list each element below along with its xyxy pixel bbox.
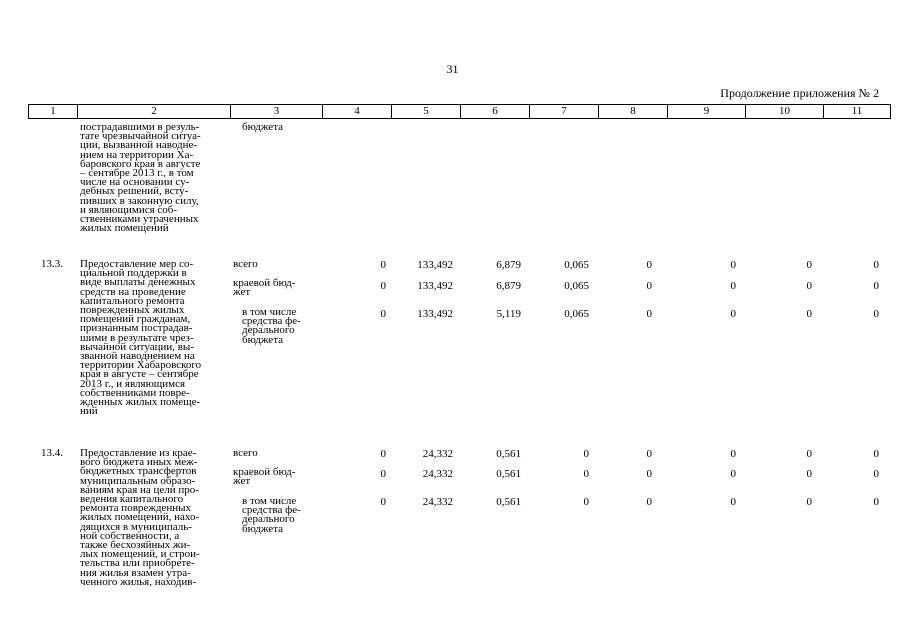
source-regional: краевой бюд- жет [233,277,296,299]
value-col7: 0 [583,448,589,460]
value-col9: 0 [730,448,736,460]
value-col7: 0,065 [564,308,589,320]
value-col11: 0 [873,308,879,320]
column-header-11: 11 [824,105,891,119]
prev-row-description [80,123,230,233]
value-col7: 0 [583,468,589,480]
value-col8: 0 [646,468,652,480]
value-col6: 6,879 [496,280,521,292]
row-number: 13.4. [41,447,63,459]
value-col6: 0,561 [496,448,521,460]
value-col4: 0 [380,496,386,508]
value-col8: 0 [646,308,652,320]
column-header-7: 7 [530,105,599,119]
source-federal: в том числе средства фе- дерального бюджета [242,306,301,346]
value-col5: 24,332 [422,468,453,480]
value-col9: 0 [730,308,736,320]
value-col10: 0 [806,308,812,320]
source-regional: краевой бюд- жет [233,466,296,488]
row-description: Предоставление мер со- циальной поддержки в виде выплаты денежных средств на проведение капитального ремонта поврежденных жилых помещений гражданам, признанным пострадав- шими в результате чрез- вычайной ситуации, вы- званной наводнением на территории Хабаровского края в августе – сентябре 2013 г., и являющимся собственниками повре- жденных жилых помеще- ний [80,258,202,418]
value-col4: 0 [380,468,386,480]
value-col11: 0 [873,496,879,508]
column-header-5: 5 [392,105,461,119]
column-header-row [28,104,891,119]
column-header-10: 10 [746,105,824,119]
value-col8: 0 [646,496,652,508]
value-col6: 5,119 [496,308,521,320]
value-col8: 0 [646,448,652,460]
column-header-9: 9 [668,105,746,119]
column-header-6: 6 [461,105,530,119]
value-col5: 133,492 [417,280,453,292]
value-col11: 0 [873,468,879,480]
continuation-label: Продолжение приложения № 2 [720,86,879,100]
value-col6: 6,879 [496,259,521,271]
value-col7: 0,065 [564,280,589,292]
value-col5: 133,492 [417,259,453,271]
value-col4: 0 [380,308,386,320]
value-col11: 0 [873,259,879,271]
value-col5: 133,492 [417,308,453,320]
value-col4: 0 [380,280,386,292]
column-header-3: 3 [231,105,323,119]
value-col6: 0,561 [496,468,521,480]
value-col10: 0 [806,259,812,271]
value-col9: 0 [730,259,736,271]
source-federal: в том числе средства фе- дерального бюджета [242,495,301,535]
value-col8: 0 [646,259,652,271]
value-col4: 0 [380,448,386,460]
column-header-1: 1 [29,105,78,119]
source-total: всего [233,447,258,459]
value-col8: 0 [646,280,652,292]
page-number: 31 [446,62,459,76]
source-total: всего [233,258,258,270]
value-col11: 0 [873,280,879,292]
value-col10: 0 [806,448,812,460]
value-col9: 0 [730,280,736,292]
value-col10: 0 [806,468,812,480]
value-col7: 0 [583,496,589,508]
column-header-4: 4 [323,105,392,119]
value-col5: 24,332 [422,496,453,508]
column-header-2: 2 [78,105,231,119]
column-header-8: 8 [599,105,668,119]
value-col5: 24,332 [422,448,453,460]
value-col9: 0 [730,496,736,508]
value-col4: 0 [380,259,386,271]
value-col10: 0 [806,496,812,508]
value-col9: 0 [730,468,736,480]
value-col6: 0,561 [496,496,521,508]
row-description: Предоставление из крае- вого бюджета иных меж- бюджетных трансфертов муниципальным образо- ваниям края на цели про- ведения капитального ремонта поврежденных жилых помещений, нахо- дящихся в муниципаль- ной собственности, а также бесхозяйных жи- лых помещений, и строи- тельства или приобрете- ния жилья взамен утра- ченного жилья, находив- [80,447,200,588]
row-number: 13.3. [41,258,63,270]
prev-row-description-text: пострадавшими в резуль- тате чрезвычайной ситуа- ции, вызванной наводне- нием на территории Ха- баровского края в августе – сентябре 2013 г., в том числе на основании су- дебных решений, всту- пивших в законную силу, и являющимися соб- ственниками утраченных жилых помещений [80,121,201,235]
value-col7: 0,065 [564,259,589,271]
value-col10: 0 [806,280,812,292]
prev-row-source: бюджета [242,121,284,133]
value-col11: 0 [873,448,879,460]
